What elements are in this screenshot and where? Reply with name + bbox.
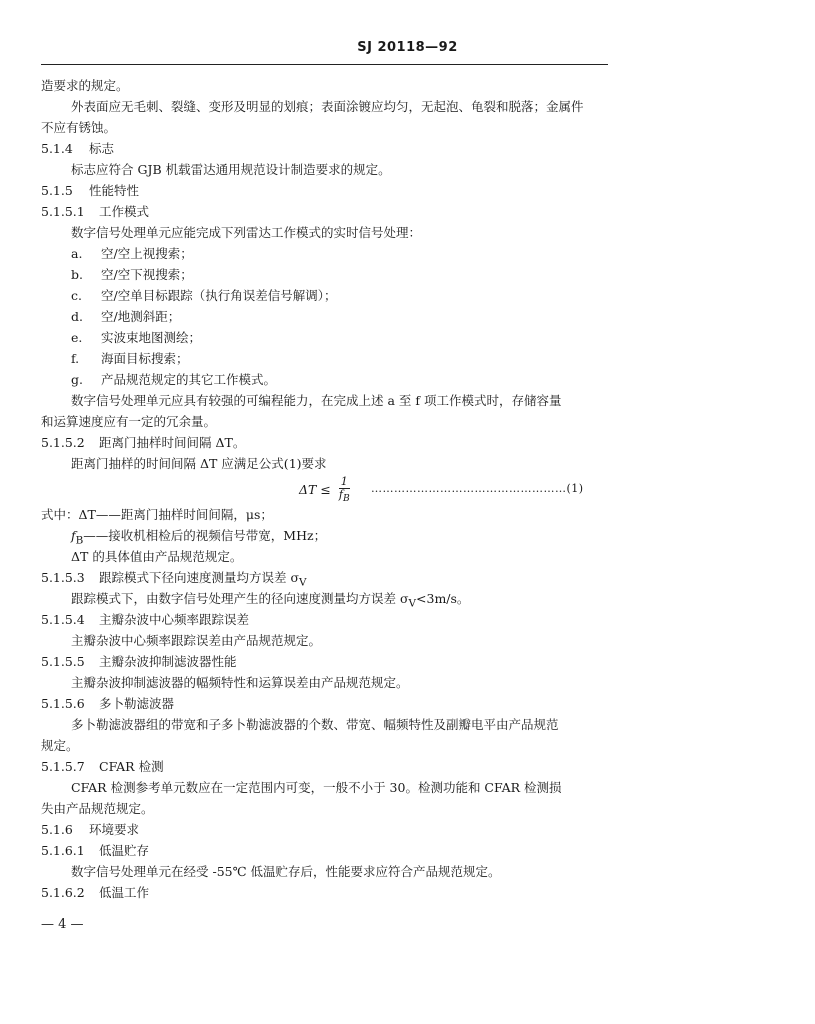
paragraph-line: CFAR 检测参考单元数应在一定范围内可变，一般不小于 30。检测功能和 CFAR 检测损 xyxy=(71,780,562,795)
section-heading-5-1-5-7 xyxy=(41,756,611,777)
section-title: 性能特性 xyxy=(89,183,140,198)
list-item xyxy=(41,285,611,306)
list-item xyxy=(41,264,611,285)
list-item-letter: d. xyxy=(71,309,83,324)
paragraph-line: 主瓣杂波抑制滤波器的幅频特性和运算误差由产品规范规定。 xyxy=(71,675,409,690)
section-heading-5-1-5-5 xyxy=(41,651,611,672)
list-item xyxy=(41,369,611,390)
section-heading-5-1-5-1 xyxy=(41,201,611,222)
paragraph-line: 距离门抽样的时间间隔 ΔT 应满足公式(1)要求 xyxy=(71,456,327,471)
page-number: — 4 — xyxy=(41,917,84,932)
section-number: 5.1.5 xyxy=(41,183,73,198)
list-item xyxy=(41,306,611,327)
section-heading-5-1-6-1 xyxy=(41,840,611,861)
section-heading-5-1-5-2 xyxy=(41,432,611,453)
formula-number-leader: ……………………………………………(1) xyxy=(371,482,584,495)
paragraph-line: 和运算速度应有一定的冗余量。 xyxy=(41,414,217,429)
section-title: 标志 xyxy=(89,141,115,156)
section-title: 主瓣杂波抑制滤波器性能 xyxy=(99,654,237,669)
paragraph-line xyxy=(41,525,611,546)
list-item-letter: a. xyxy=(71,246,83,261)
section-title: 主瓣杂波中心频率跟踪误差 xyxy=(99,612,250,627)
formula-fraction xyxy=(339,476,350,505)
fraction-numerator: 1 xyxy=(340,475,348,488)
section-number: 5.1.5.3 xyxy=(41,570,85,585)
paragraph-line: ΔT 的具体值由产品规范规定。 xyxy=(71,549,243,564)
section-heading-5-1-6 xyxy=(41,819,611,840)
section-number: 5.1.5.7 xyxy=(41,759,85,774)
paragraph-line: 外表面应无毛刺、裂缝、变形及明显的划痕；表面涂镀应均匀，无起泡、龟裂和脱落；金属件 xyxy=(71,99,584,114)
list-item-letter: g. xyxy=(71,372,83,387)
list-item-text: 产品规范规定的其它工作模式。 xyxy=(101,372,277,387)
symbol: f xyxy=(71,528,76,543)
list-item-text: 空/空单目标跟踪（执行角误差信号解调）； xyxy=(101,288,337,303)
section-title: 低温工作 xyxy=(99,885,150,900)
list-item-letter: c. xyxy=(71,288,82,303)
formula-lhs: ΔT ≤ xyxy=(299,482,331,498)
list-item-letter: b. xyxy=(71,267,83,282)
section-number: 5.1.5.6 xyxy=(41,696,85,711)
paragraph-line: 主瓣杂波中心频率跟踪误差由产品规范规定。 xyxy=(71,633,322,648)
formula-expression xyxy=(299,476,350,505)
title-subscript: V xyxy=(299,576,307,589)
section-number: 5.1.5.2 xyxy=(41,435,85,450)
list-item-text: 实波束地图测绘； xyxy=(101,330,202,345)
list-item xyxy=(41,348,611,369)
paragraph-line: 失由产品规范规定。 xyxy=(41,801,154,816)
list-item-text: 空/空下视搜索； xyxy=(101,267,193,282)
section-number: 5.1.6.2 xyxy=(41,885,85,900)
header-rule xyxy=(41,64,608,65)
denominator-symbol: f xyxy=(338,488,343,501)
paragraph-line: 多卜勒滤波器组的带宽和子多卜勒滤波器的个数、带宽、幅频特性及副瓣电平由产品规范 xyxy=(71,717,559,732)
section-title: 距离门抽样时间间隔 ΔT。 xyxy=(99,435,246,450)
section-heading-5-1-5-6 xyxy=(41,693,611,714)
section-heading-5-1-5 xyxy=(41,180,611,201)
text-subscript: V xyxy=(408,597,417,610)
standard-code-header: SJ 20118—92 xyxy=(357,40,458,55)
list-item xyxy=(41,327,611,348)
list-item-letter: e. xyxy=(71,330,83,345)
section-heading-5-1-4 xyxy=(41,138,611,159)
paragraph-line: 造要求的规定。 xyxy=(41,78,129,93)
fraction-denominator xyxy=(339,489,350,505)
section-title: 低温贮存 xyxy=(99,843,150,858)
paragraph-line xyxy=(41,588,611,609)
paragraph-line: 数字信号处理单元在经受 -55℃ 低温贮存后，性能要求应符合产品规范规定。 xyxy=(71,864,501,879)
section-number: 5.1.6 xyxy=(41,822,73,837)
paragraph-line: 不应有锈蚀。 xyxy=(41,120,117,135)
section-title: 跟踪模式下径向速度测量均方误差 σ xyxy=(99,570,300,585)
section-number: 5.1.5.1 xyxy=(41,204,85,219)
section-title: 环境要求 xyxy=(89,822,140,837)
list-item-text: 空/地测斜距； xyxy=(101,309,181,324)
section-heading-5-1-6-2 xyxy=(41,882,611,903)
list-item xyxy=(41,243,611,264)
symbol-subscript: B xyxy=(75,534,84,547)
section-number: 5.1.6.1 xyxy=(41,843,85,858)
formula-1 xyxy=(41,474,611,504)
list-item-text: 空/空上视搜索； xyxy=(101,246,193,261)
paragraph-line: 数字信号处理单元应具有较强的可编程能力，在完成上述 a 至 f 项工作模式时，存储容量 xyxy=(71,393,562,408)
list-item-letter: f. xyxy=(71,351,80,366)
section-number: 5.1.5.5 xyxy=(41,654,85,669)
definition-text: ——接收机相检后的视频信号带宽，MHz； xyxy=(83,528,327,543)
denominator-subscript: B xyxy=(342,493,350,505)
section-heading-5-1-5-4 xyxy=(41,609,611,630)
section-heading-5-1-5-3 xyxy=(41,567,611,588)
paragraph-line: 标志应符合 GJB 机载雷达通用规范设计制造要求的规定。 xyxy=(71,162,391,177)
section-title: 多卜勒滤波器 xyxy=(99,696,175,711)
list-item-text: 海面目标搜索； xyxy=(101,351,189,366)
paragraph-text: <3m/s。 xyxy=(416,591,470,606)
section-title: CFAR 检测 xyxy=(99,759,164,774)
section-number: 5.1.5.4 xyxy=(41,612,85,627)
section-title: 工作模式 xyxy=(99,204,150,219)
paragraph-line: 数字信号处理单元应能完成下列雷达工作模式的实时信号处理： xyxy=(71,225,422,240)
paragraph-line: 式中：ΔT——距离门抽样时间间隔，μs； xyxy=(41,507,273,522)
paragraph-line: 规定。 xyxy=(41,738,79,753)
page-content xyxy=(41,75,611,903)
section-number: 5.1.4 xyxy=(41,141,73,156)
paragraph-text: 跟踪模式下，由数字信号处理产生的径向速度测量均方误差 σ xyxy=(71,591,409,606)
